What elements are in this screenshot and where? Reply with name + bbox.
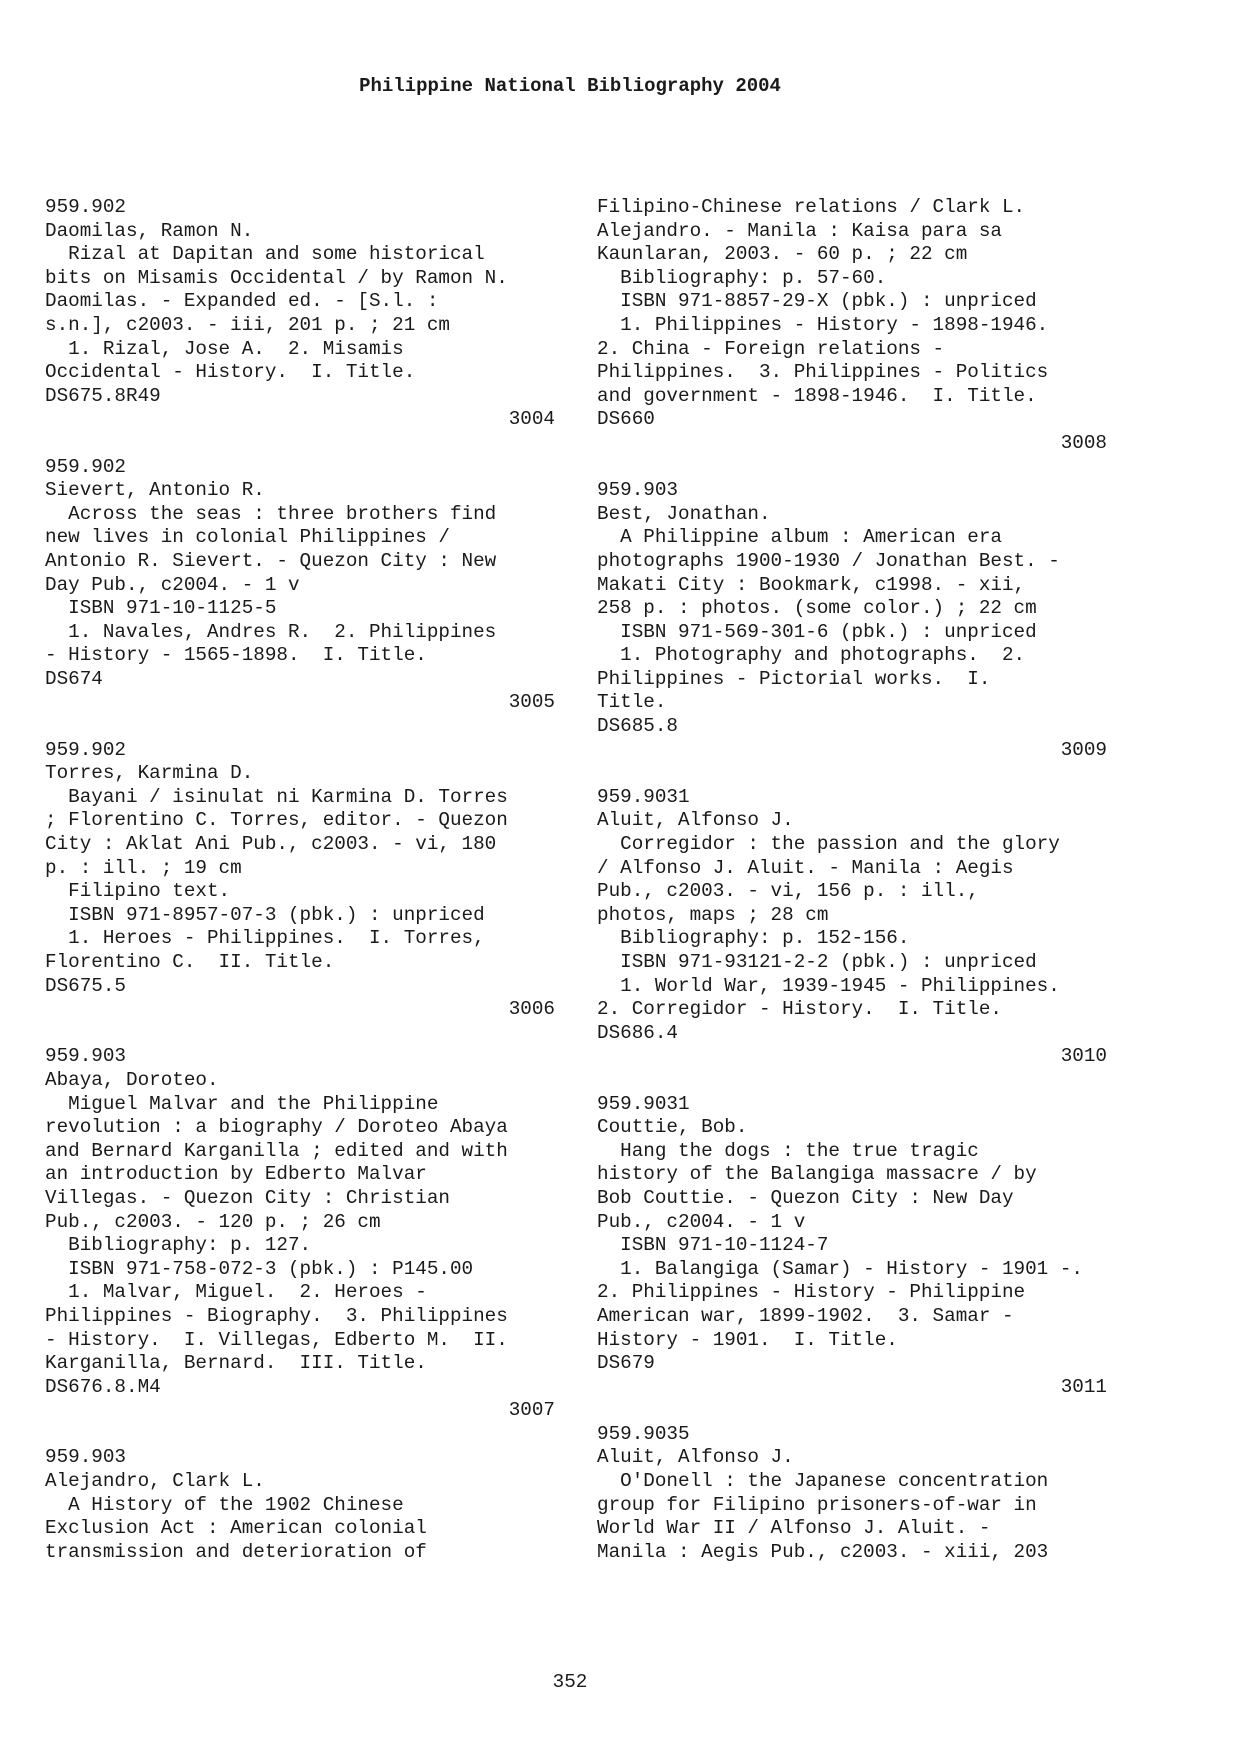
right-column	[597, 196, 1107, 1564]
entry-separator	[597, 762, 1107, 786]
entry-line: 1. World War, 1939-1945 - Philippines.	[597, 974, 1060, 997]
entry-line: Exclusion Act : American colonial	[45, 1517, 427, 1540]
entry-line: DS686.4	[597, 1021, 678, 1044]
entry-line: DS674	[45, 667, 103, 690]
entry-line: 959.903	[45, 1045, 126, 1068]
entry-line: ISBN 971-569-301-6 (pbk.) : unpriced	[597, 620, 1037, 643]
entry-line: group for Filipino prisoners-of-war in	[597, 1493, 1037, 1516]
entry-line: Sievert, Antonio R.	[45, 479, 265, 502]
entry-line: ISBN 971-8957-07-3 (pbk.) : unpriced	[45, 903, 485, 926]
entry-line: Aluit, Alfonso J.	[597, 809, 794, 832]
entry-line: and government - 1898-1946. I. Title.	[597, 384, 1037, 407]
entry-line: Pub., c2004. - 1 v	[597, 1210, 806, 1233]
entry-line: Kaunlaran, 2003. - 60 p. ; 22 cm	[597, 243, 968, 266]
entry-line: 1. Navales, Andres R. 2. Philippines	[45, 620, 497, 643]
entry-line: s.n.], c2003. - iii, 201 p. ; 21 cm	[45, 313, 450, 336]
entry-line: 959.9035	[597, 1422, 690, 1445]
entry-line: Philippines - Biography. 3. Philippines	[45, 1304, 508, 1327]
entry-line: 2. China - Foreign relations -	[597, 337, 945, 360]
entry-line: Hang the dogs : the true tragic	[597, 1139, 979, 1162]
entry-separator	[597, 456, 1107, 480]
entry-line: transmission and deterioration of	[45, 1540, 427, 1563]
entry-line: Florentino C. II. Title.	[45, 951, 335, 973]
entry-line: Miguel Malvar and the Philippine	[45, 1092, 439, 1115]
entry-line: Philippines. 3. Philippines - Politics	[597, 361, 1049, 384]
entry-number: 3004	[508, 408, 555, 431]
entry-line: 959.9031	[597, 1092, 690, 1115]
entry-line: Torres, Karmina D.	[45, 762, 254, 785]
entry-line: Filipino-Chinese relations / Clark L.	[597, 196, 1026, 218]
entry-line: 959.902	[45, 196, 126, 218]
entry-line: ISBN 971-758-072-3 (pbk.) : P145.00	[45, 1257, 474, 1280]
entry-line: Bibliography: p. 57-60.	[597, 266, 887, 289]
entry-line: Pub., c2003. - vi, 156 p. : ill.,	[597, 880, 979, 903]
entry-line: / Alfonso J. Aluit. - Manila : Aegis	[597, 856, 1014, 879]
entry-line: Corregidor : the passion and the glory	[597, 833, 1060, 856]
entry-line: history of the Balangiga massacre / by	[597, 1163, 1037, 1186]
entry-line: 1. Rizal, Jose A. 2. Misamis	[45, 337, 404, 360]
entry-line: Makati City : Bookmark, c1998. - xii,	[597, 573, 1026, 596]
entry-line: DS675.8R49	[45, 384, 161, 407]
entry-separator	[45, 1423, 555, 1447]
entry-line: Karganilla, Bernard. III. Title.	[45, 1352, 427, 1375]
entry-line: Aluit, Alfonso J.	[597, 1446, 794, 1469]
entry-line: 1. Photography and photographs. 2.	[597, 644, 1026, 667]
entry-number: 3008	[1060, 431, 1107, 454]
entry-line: 1. Balangiga (Samar) - History - 1901 -.	[597, 1257, 1083, 1280]
left-column	[45, 196, 555, 1564]
entry-number: 3011	[1060, 1375, 1107, 1398]
entry-line: Bob Couttie. - Quezon City : New Day	[597, 1186, 1014, 1209]
entry-line: History - 1901. I. Title.	[597, 1328, 898, 1351]
entry-line: Antonio R. Sievert. - Quezon City : New	[45, 549, 497, 572]
entry-separator	[45, 432, 555, 456]
entry-line: A Philippine album : American era	[597, 526, 1002, 549]
entry-line: photos, maps ; 28 cm	[597, 903, 829, 926]
entry-line: 959.903	[597, 479, 678, 502]
entry-number: 3005	[508, 691, 555, 714]
entry-line: photographs 1900-1930 / Jonathan Best. -	[597, 549, 1060, 572]
entry-line: - History - 1565-1898. I. Title.	[45, 644, 427, 667]
entry-line: ISBN 971-93121-2-2 (pbk.) : unpriced	[597, 951, 1037, 973]
entry-line: 2. Philippines - History - Philippine	[597, 1281, 1026, 1304]
entry-line: 959.902	[45, 455, 126, 478]
entry-line: DS660	[597, 408, 655, 431]
entry-line: Villegas. - Quezon City : Christian	[45, 1186, 450, 1209]
entry-line: Philippines - Pictorial works. I.	[597, 667, 991, 690]
entry-line: Bibliography: p. 152-156.	[597, 927, 910, 950]
entry-line: 1. Malvar, Miguel. 2. Heroes -	[45, 1281, 427, 1304]
entry-line: A History of the 1902 Chinese	[45, 1493, 404, 1516]
entry-line: World War II / Alfonso J. Aluit. -	[597, 1517, 991, 1540]
entry-line: an introduction by Edberto Malvar	[45, 1163, 427, 1186]
entry-line: Occidental - History. I. Title.	[45, 361, 416, 384]
entry-line: DS685.8	[597, 715, 678, 738]
entry-line: Filipino text.	[45, 880, 231, 903]
page-number: 352	[552, 1671, 588, 1693]
entry-line: 258 p. : photos. (some color.) ; 22 cm	[597, 597, 1037, 620]
entry-line: Day Pub., c2004. - 1 v	[45, 573, 300, 596]
entry-line: Alejandro. - Manila : Kaisa para sa	[597, 219, 1002, 242]
entry-line: O'Donell : the Japanese concentration	[597, 1470, 1049, 1493]
entry-line: p. : ill. ; 19 cm	[45, 856, 242, 879]
entry-number: 3007	[508, 1399, 555, 1422]
entry-line: American war, 1899-1902. 3. Samar -	[597, 1304, 1014, 1327]
entry-line: ISBN 971-8857-29-X (pbk.) : unpriced	[597, 290, 1037, 313]
entry-separator	[45, 1022, 555, 1046]
entry-line: Daomilas. - Expanded ed. - [S.l. :	[45, 290, 439, 313]
entry-line: 1. Heroes - Philippines. I. Torres,	[45, 927, 485, 950]
entry-line: Alejandro, Clark L.	[45, 1470, 265, 1493]
entry-line: 959.902	[45, 738, 126, 761]
entry-line: ISBN 971-10-1125-5	[45, 597, 277, 620]
entry-line: - History. I. Villegas, Edberto M. II.	[45, 1328, 508, 1351]
entry-line: 959.903	[45, 1446, 126, 1469]
entry-line: Daomilas, Ramon N.	[45, 219, 254, 242]
entry-separator	[597, 1399, 1107, 1423]
entry-line: revolution : a biography / Doroteo Abaya	[45, 1116, 508, 1139]
entry-line: bits on Misamis Occidental / by Ramon N.	[45, 266, 508, 289]
entry-line: Bayani / isinulat ni Karmina D. Torres	[45, 785, 508, 808]
entry-line: Across the seas : three brothers find	[45, 502, 497, 525]
entry-line: new lives in colonial Philippines /	[45, 526, 450, 549]
entry-line: Couttie, Bob.	[597, 1116, 748, 1139]
entry-separator	[45, 715, 555, 739]
entry-line: Manila : Aegis Pub., c2003. - xiii, 203	[597, 1540, 1049, 1563]
entry-line: 1. Philippines - History - 1898-1946.	[597, 313, 1049, 336]
entry-line: Bibliography: p. 127.	[45, 1234, 312, 1257]
entry-line: ; Florentino C. Torres, editor. - Quezon	[45, 809, 508, 832]
entry-line: Pub., c2003. - 120 p. ; 26 cm	[45, 1210, 381, 1233]
entry-number: 3006	[508, 998, 555, 1021]
entry-line: Rizal at Dapitan and some historical	[45, 243, 485, 266]
entry-line: Best, Jonathan.	[597, 502, 771, 525]
entry-line: ISBN 971-10-1124-7	[597, 1234, 829, 1257]
entry-line: Abaya, Doroteo.	[45, 1068, 219, 1091]
entry-line: DS675.5	[45, 974, 126, 997]
entry-line: DS676.8.M4	[45, 1375, 161, 1398]
entry-line: Title.	[597, 691, 667, 714]
entry-line: 2. Corregidor - History. I. Title.	[597, 998, 1002, 1021]
entry-line: City : Aklat Ani Pub., c2003. - vi, 180	[45, 833, 497, 856]
entry-number: 3010	[1060, 1045, 1107, 1068]
entry-line: DS679	[597, 1352, 655, 1375]
entry-line: 959.9031	[597, 785, 690, 808]
page-title: Philippine National Bibliography 2004	[359, 75, 781, 97]
entry-separator	[597, 1069, 1107, 1093]
entry-number: 3009	[1060, 738, 1107, 761]
entry-line: and Bernard Karganilla ; edited and with	[45, 1139, 508, 1162]
